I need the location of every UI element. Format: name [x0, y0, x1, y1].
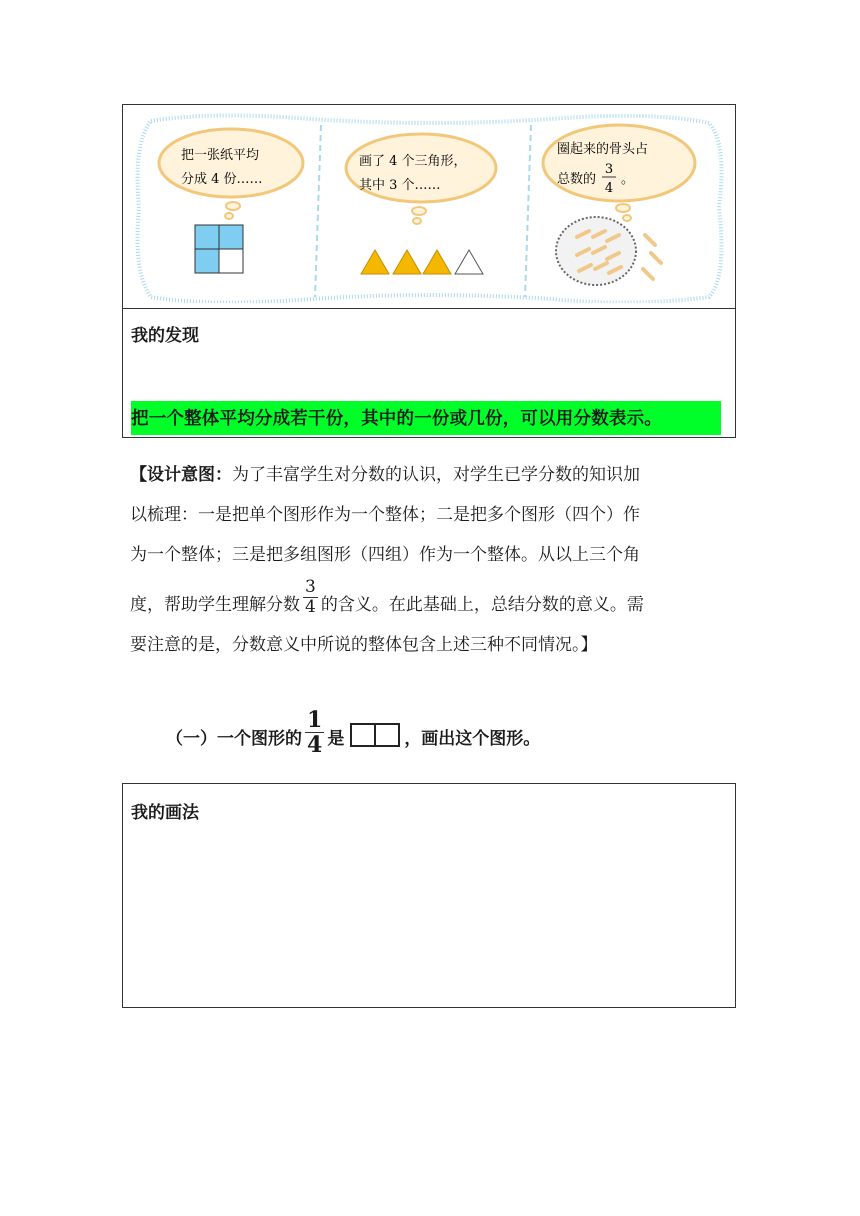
intent-line-4: [130, 576, 735, 625]
question-1-middle: 是: [327, 729, 345, 750]
question-1-prefix: （一）一个图形的: [166, 729, 302, 750]
fraction-denominator: 4: [307, 732, 323, 759]
triangles-figure: [361, 250, 483, 274]
bubble-3-fraction-denominator: 4: [604, 181, 614, 196]
bubble-3-line-2-suffix: 。: [621, 172, 635, 187]
fraction-numerator: 3: [305, 576, 316, 597]
table-divider: [123, 308, 735, 309]
discovery-title: 我的发现: [131, 326, 199, 346]
fraction-one-quarter: [305, 708, 324, 757]
intent-line-4-prefix: 度，帮助学生理解分数: [130, 595, 300, 615]
discovery-table: [122, 104, 736, 438]
intent-line-1-text: 为了丰富学生对分数的认识，对学生已学分数的知识加: [232, 465, 640, 485]
bubble-2-line-1: 画了 4 个三角形，: [359, 154, 467, 169]
design-intent-paragraph: [130, 455, 735, 665]
panel-divider: [525, 125, 531, 297]
drawing-table: [122, 783, 736, 1008]
drawing-title: 我的画法: [131, 803, 199, 823]
intent-line-1: [130, 455, 735, 495]
bones-figure: [556, 217, 661, 285]
bubble-1-line-2: 分成 4 份……: [181, 172, 263, 187]
question-1-suffix: ，画出这个图形。: [404, 729, 541, 750]
discovery-conclusion: 把一个整体平均分成若干份，其中的一份或几份，可以用分数表示。: [131, 409, 662, 429]
fraction-three-quarters: [303, 578, 318, 616]
thought-bubble: [543, 125, 695, 201]
intent-line-2: 以梳理：一是把单个图形作为一个整体；二是把多个图形（四个）作: [130, 505, 640, 525]
fraction-denominator: 4: [305, 596, 316, 617]
intent-line-3: 为一个整体；三是把多组图形（四组）作为一个整体。从以上三个角: [130, 545, 640, 565]
bubble-3-fraction-numerator: 3: [604, 162, 614, 177]
square-quarters-figure: [195, 225, 243, 273]
intent-label: 【设计意图：: [130, 465, 232, 485]
question-1: [166, 708, 540, 759]
bubble-2-line-2: 其中 3 个……: [359, 178, 441, 193]
bubble-3-line-1: 圈起来的骨头占: [557, 142, 649, 157]
illustration-panel: [131, 113, 729, 303]
intent-line-4-suffix: 的含义。在此基础上，总结分数的意义。需: [320, 595, 644, 615]
fraction-numerator: 1: [307, 707, 323, 733]
intent-line-5: 要注意的是，分数意义中所说的整体包含上述三种不同情况。】: [130, 635, 598, 655]
two-squares-figure: [350, 723, 400, 747]
bubble-1-line-1: 把一张纸平均: [181, 148, 260, 163]
panel-divider: [315, 125, 321, 297]
bubble-3-line-2-prefix: 总数的: [557, 172, 597, 187]
